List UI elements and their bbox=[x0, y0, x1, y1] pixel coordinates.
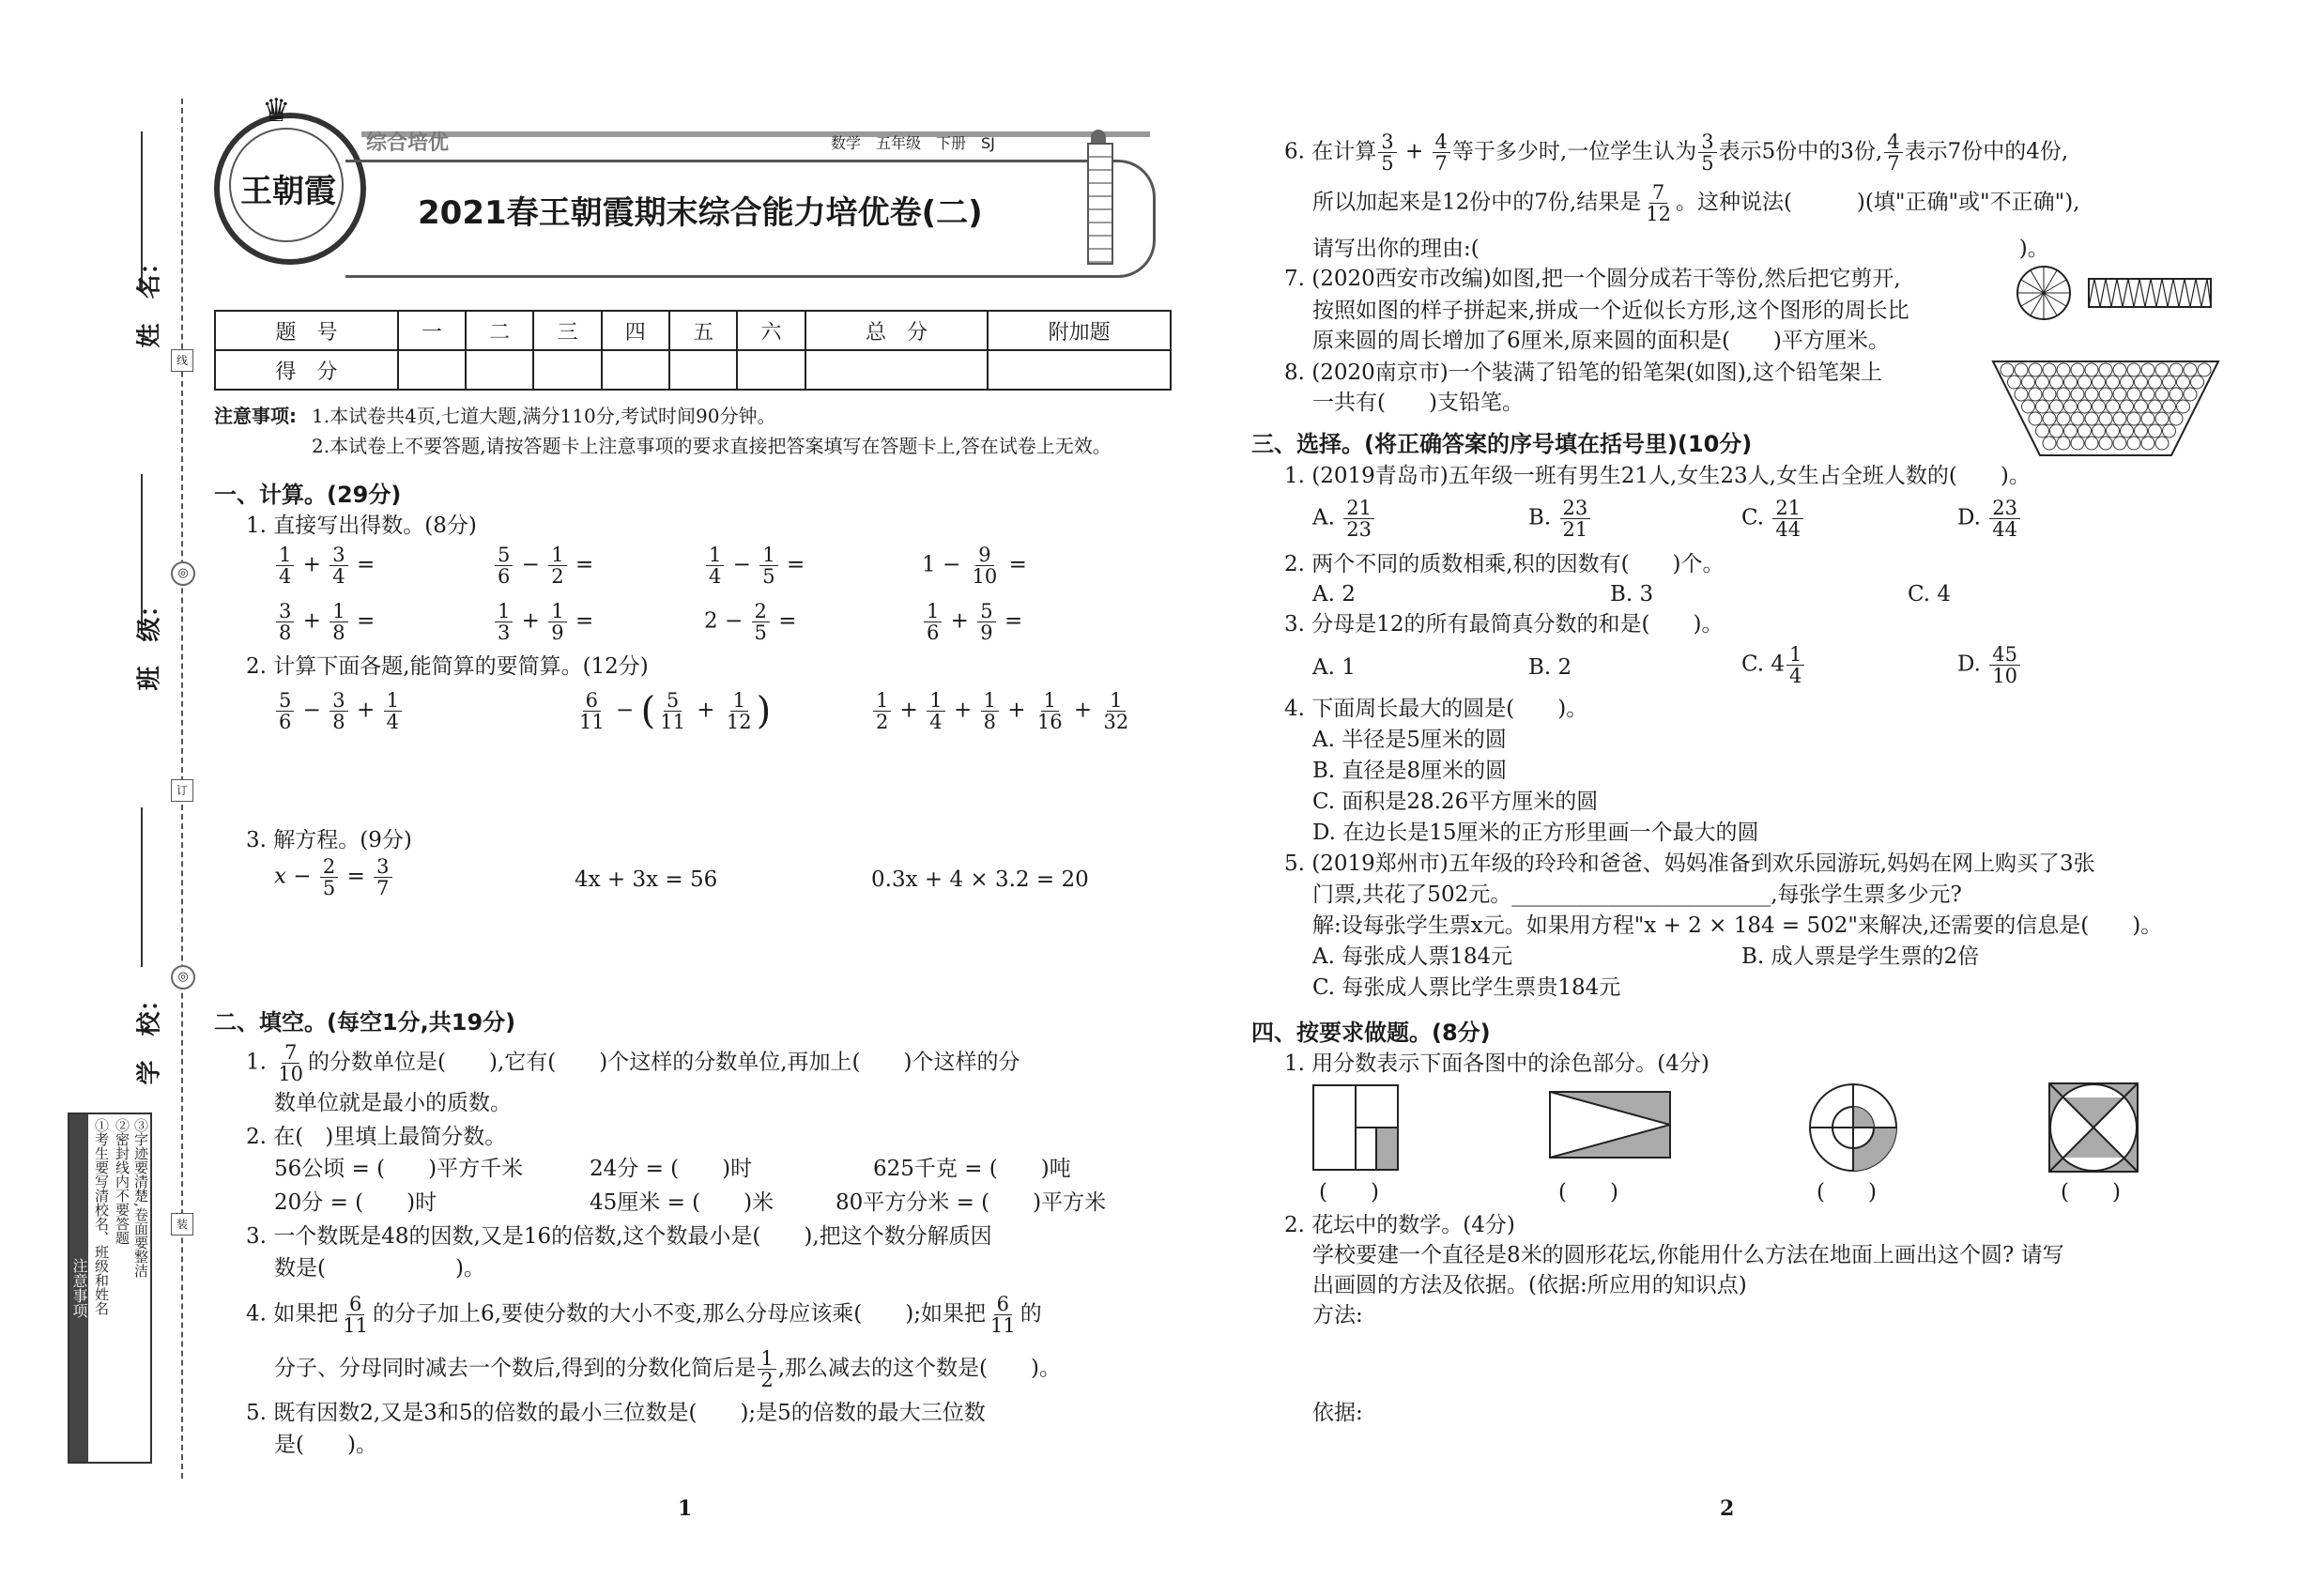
sec3-heading: 三、选择。(将正确答案的序号填在括号里)(10分) bbox=[1251, 431, 1753, 457]
choice-q1-c: C. $\frac{21}{44}$ bbox=[1741, 498, 1805, 540]
choice-q1-d: D. $\frac{23}{44}$ bbox=[1957, 498, 2022, 540]
fill-q5-line2: 是( )。 bbox=[274, 1433, 377, 1457]
pencil-end bbox=[2121, 424, 2134, 437]
score-cell[interactable] bbox=[669, 350, 737, 390]
pencil-end bbox=[2022, 376, 2035, 389]
fill-q6-line2: 所以加起来是12份中的7份,结果是 $\frac{7}{12}$ 。这种说法( )(填"正确"或"不正确"), bbox=[1312, 181, 2080, 225]
pencil-rack-figure bbox=[1988, 357, 2223, 460]
calc-2: $\frac{5}{6}$ − $\frac{1}{2}$ = bbox=[493, 545, 593, 587]
seal-mark-ding: 订 bbox=[171, 779, 193, 802]
score-cell[interactable] bbox=[988, 350, 1171, 390]
pencil-end bbox=[2127, 388, 2140, 401]
pencil-end bbox=[2057, 437, 2070, 450]
fill-q4-line1: 4. 如果把 $\frac{6}{11}$ 的分子加上6,要使分数的大小不变,那么分母应该乘( );如果把 $\frac{6}{11}$ 的 bbox=[246, 1293, 1042, 1337]
pencil-end bbox=[2071, 412, 2084, 425]
seal-mark-xian: 线 bbox=[171, 349, 193, 372]
pencil-end bbox=[2113, 363, 2126, 376]
pencil-end bbox=[2015, 363, 2028, 376]
pencil-end bbox=[2029, 412, 2042, 425]
pencil-end bbox=[2155, 437, 2169, 450]
choice-q4-c: C. 面积是28.26平方厘米的圆 bbox=[1312, 790, 1599, 814]
fill-q2-r2c2: 45厘米 = ( )米 bbox=[590, 1190, 774, 1215]
notice-item-2: ②密封线内不要答题 bbox=[114, 1118, 130, 1245]
pencil-end bbox=[2071, 363, 2084, 376]
fill-q4-c: 的 bbox=[1020, 1301, 1042, 1327]
seal-mark-zhuang: 装 bbox=[171, 1213, 193, 1235]
score-cell[interactable] bbox=[533, 350, 601, 390]
pencil-end bbox=[2093, 424, 2106, 437]
calc-5: $\frac{3}{8}$ + $\frac{1}{8}$ = bbox=[274, 601, 375, 643]
task-q2-line1: 学校要建一个直径是8米的圆形花坛,你能用什么方法在地面上画出这个圆? 请写 bbox=[1312, 1243, 2064, 1267]
notice-box bbox=[68, 1113, 152, 1464]
fraction-figure-1 bbox=[1312, 1084, 1399, 1171]
fill-q1-text: 的分数单位是( ),它有( )个这样的分数单位,再加上( )个这样的分 bbox=[308, 1050, 1020, 1075]
calc-1: $\frac{1}{4}$ + $\frac{3}{4}$ = bbox=[274, 545, 375, 587]
fill-q2: 2. 在( )里填上最简分数。 bbox=[246, 1125, 507, 1149]
simplify-3: $\frac{1}{2}$ + $\frac{1}{4}$ + $\frac{1}{8}$ + $\frac{1}{16}$ + $\frac{1}{32}$ bbox=[871, 690, 1133, 732]
choice-q3-a: A. 1 bbox=[1312, 655, 1356, 680]
pencil-end bbox=[2127, 437, 2140, 450]
pencil-end bbox=[2135, 400, 2148, 413]
pencil-end bbox=[2085, 388, 2098, 401]
pencil-end bbox=[2043, 412, 2056, 425]
pencil-end bbox=[2191, 376, 2204, 389]
choice-q5-b: B. 成人票是学生票的2倍 bbox=[1741, 944, 1980, 969]
sec1-q2: 2. 计算下面各题,能简算的要简算。(12分) bbox=[246, 654, 649, 679]
score-head-5: 五 bbox=[669, 311, 737, 350]
pencil-end bbox=[2141, 412, 2154, 425]
pencil-end bbox=[2001, 363, 2014, 376]
pencil-end bbox=[2170, 363, 2183, 376]
choice-q5-line2: 门票,共花了502元。________________________,每张学生票多少元? bbox=[1312, 882, 1962, 907]
choice-q3-d: D. $\frac{45}{10}$ bbox=[1957, 644, 2022, 686]
page-number-1: 1 bbox=[678, 1496, 693, 1521]
pencil-end bbox=[2155, 388, 2169, 401]
fill-q4-b: 的分子加上6,要使分数的大小不变,那么分母应该乘( );如果把 bbox=[373, 1301, 986, 1327]
pencil-end bbox=[2149, 376, 2162, 389]
score-cell[interactable] bbox=[602, 350, 669, 390]
calc-6: $\frac{1}{3}$ + $\frac{1}{9}$ = bbox=[493, 601, 593, 643]
equation-3: 0.3x + 4 × 3.2 = 20 bbox=[871, 867, 1089, 892]
pencil-end bbox=[2029, 388, 2042, 401]
fill-q4-e: ,那么减去的这个数是( )。 bbox=[777, 1356, 1061, 1381]
choice-q2-a: A. 2 bbox=[1312, 582, 1356, 606]
choice-q3: 3. 分母是12的所有最简真分数的和是( )。 bbox=[1284, 612, 1724, 637]
seal-circle-1: ◎ bbox=[171, 561, 195, 586]
pencil-end bbox=[2099, 388, 2112, 401]
pencil-end bbox=[2050, 424, 2063, 437]
header-meta: 数学 五年级 下册 SJ bbox=[831, 134, 995, 152]
score-head-4: 四 bbox=[602, 311, 669, 350]
fill-q8-line2: 一共有( )支铅笔。 bbox=[1312, 391, 1524, 415]
pencil-end bbox=[2099, 412, 2112, 425]
choice-q3-c: C. 4 $\frac{1}{4}$ bbox=[1741, 644, 1806, 686]
pencil-end bbox=[2085, 363, 2098, 376]
basis-label: 依据: bbox=[1312, 1401, 1363, 1425]
q6-text-c: 表示5份中的3份, bbox=[1718, 139, 1883, 164]
notes-line-2: 2.本试卷上不要答题,请按答题卡上注意事项的要求直接把答案填写在答题卡上,答在试卷上无效。 bbox=[312, 435, 1112, 457]
pencil-end bbox=[2099, 363, 2112, 376]
crown-icon: ♛ bbox=[262, 92, 291, 130]
fraction-figure-2 bbox=[1549, 1091, 1671, 1159]
q6-text-e: 所以加起来是12份中的7份,结果是 bbox=[1312, 190, 1642, 215]
fill-q1-line2: 数单位就是最小的质数。 bbox=[274, 1091, 512, 1115]
header-tagline: 综合培优 bbox=[366, 131, 450, 155]
pencil-end bbox=[2107, 400, 2120, 413]
pencil-end bbox=[2177, 376, 2190, 389]
notice-item-1: ①考生要写清校名、班级和姓名 bbox=[93, 1118, 110, 1315]
pencil-end bbox=[2071, 388, 2084, 401]
q6-text-a: 6. 在计算 bbox=[1284, 139, 1377, 164]
exam-title: 2021春王朝霞期末综合能力培优卷(二) bbox=[418, 194, 983, 232]
pencil-end bbox=[2135, 424, 2148, 437]
brand-logo bbox=[214, 92, 366, 265]
simplify-2: $\frac{6}{11}$ − ( $\frac{5}{11}$ + $\frac{1}{12}$ ) bbox=[579, 689, 772, 733]
pencil-end bbox=[2149, 400, 2162, 413]
fill-q2-r1c1: 56公顷 = ( )平方千米 bbox=[274, 1157, 524, 1181]
brand-name: 王朝霞 bbox=[240, 173, 336, 210]
pencil-end bbox=[2149, 424, 2162, 437]
pencil-end bbox=[2113, 412, 2126, 425]
pencil-end bbox=[2057, 412, 2070, 425]
score-head-1: 一 bbox=[398, 311, 466, 350]
fill-q3-line1: 3. 一个数既是48的因数,又是16的倍数,这个数最小是( ),把这个数分解质因 bbox=[246, 1224, 992, 1249]
pencil-end bbox=[2057, 388, 2070, 401]
equation-1: x − $\frac{2}{5}$ = $\frac{3}{7}$ bbox=[274, 856, 394, 898]
pencil-end bbox=[2113, 388, 2126, 401]
q6-text-d: 表示7份中的4份, bbox=[1904, 139, 2069, 164]
q6-text-f: 。这种说法( )(填"正确"或"不正确"), bbox=[1675, 190, 2080, 215]
score-head-total: 总 分 bbox=[805, 311, 989, 350]
school-label: 学 校： bbox=[135, 987, 164, 1085]
score-head-label: 题 号 bbox=[215, 311, 398, 350]
q6-text-b: 等于多少时,一位学生认为 bbox=[1451, 139, 1697, 164]
score-table bbox=[214, 310, 1172, 391]
pencil-end bbox=[2155, 412, 2169, 425]
score-head-extra: 附加题 bbox=[988, 311, 1171, 350]
pencil-end bbox=[2155, 363, 2169, 376]
choice-q5-c: C. 每张成人票比学生票贵184元 bbox=[1312, 975, 1621, 1000]
fill-q3-line2: 数是( )。 bbox=[274, 1256, 485, 1281]
fraction-figure-3 bbox=[1808, 1082, 1898, 1173]
choice-q3-b: B. 2 bbox=[1528, 655, 1572, 680]
pencil-end bbox=[2064, 400, 2078, 413]
pencil-end bbox=[2107, 424, 2120, 437]
pencil-end bbox=[2113, 437, 2126, 450]
choice-q4-b: B. 直径是8厘米的圆 bbox=[1312, 759, 1508, 783]
sec4-heading: 四、按要求做题。(8分) bbox=[1251, 1020, 1491, 1046]
calc-3: $\frac{1}{4}$ − $\frac{1}{5}$ = bbox=[704, 545, 805, 587]
fill-q4-a: 4. 如果把 bbox=[246, 1301, 339, 1327]
score-head-3: 三 bbox=[533, 311, 601, 350]
fill-q4-d: 分子、分母同时减去一个数后,得到的分数化简后是 bbox=[274, 1356, 757, 1381]
score-cell[interactable] bbox=[737, 350, 805, 390]
pencil-end bbox=[2085, 437, 2098, 450]
pencil-end bbox=[2121, 400, 2134, 413]
score-cell[interactable] bbox=[398, 350, 466, 390]
pencil-end bbox=[2107, 376, 2120, 389]
choice-q1-a: A. $\frac{21}{23}$ bbox=[1312, 498, 1376, 540]
calc-7: 2 − $\frac{2}{5}$ = bbox=[704, 600, 797, 644]
pencil-end bbox=[2093, 376, 2106, 389]
answer-blank-1[interactable]: ( ) bbox=[1319, 1180, 1379, 1205]
pencil-end bbox=[2141, 388, 2154, 401]
score-row-label: 得 分 bbox=[215, 350, 398, 390]
task-q2: 2. 花坛中的数学。(4分) bbox=[1284, 1213, 1515, 1237]
pencil-end bbox=[2036, 376, 2049, 389]
answer-blank-4[interactable]: ( ) bbox=[2061, 1180, 2121, 1205]
sec1-q3: 3. 解方程。(9分) bbox=[246, 828, 412, 852]
school-write-line bbox=[141, 807, 143, 967]
pencil-end bbox=[2163, 376, 2176, 389]
equation-2: 4x + 3x = 56 bbox=[575, 867, 718, 892]
simplify-1: $\frac{5}{6}$ − $\frac{3}{8}$ + $\frac{1}{4}$ bbox=[274, 690, 404, 732]
pencil-end bbox=[2121, 376, 2134, 389]
pencil-end bbox=[2093, 400, 2106, 413]
score-cell[interactable] bbox=[466, 350, 533, 390]
fill-q2-r2c3: 80平方分米 = ( )平方米 bbox=[836, 1190, 1107, 1215]
pencil-end bbox=[2170, 388, 2183, 401]
task-q1: 1. 用分数表示下面各图中的涂色部分。(4分) bbox=[1284, 1051, 1710, 1076]
pencil-end bbox=[2184, 363, 2197, 376]
fill-q7-line1: 7. (2020西安市改编)如图,把一个圆分成若干等份,然后把它剪开, bbox=[1284, 267, 1901, 291]
pencil-end bbox=[2043, 437, 2056, 450]
class-label: 班 级： bbox=[135, 592, 164, 691]
header-bar bbox=[361, 131, 1150, 137]
fraction-figure-4 bbox=[2048, 1082, 2139, 1173]
pencil-end bbox=[2170, 412, 2183, 425]
choice-q5-line1: 5. (2019郑州市)五年级的玲玲和爸爸、妈妈准备到欢乐园游玩,妈妈在网上购买了3张 bbox=[1284, 852, 2095, 876]
pencil-end bbox=[2099, 437, 2112, 450]
fill-q8-line1: 8. (2020南京市)一个装满了铅笔的铅笔架(如图),这个铅笔架上 bbox=[1284, 361, 1882, 385]
choice-q5-a: A. 每张成人票184元 bbox=[1312, 944, 1513, 969]
choice-q1: 1. (2019青岛市)五年级一班有男生21人,女生23人,女生占全班人数的( )。 bbox=[1284, 464, 2031, 488]
choice-q4-a: A. 半径是5厘米的圆 bbox=[1312, 728, 1507, 752]
pencil-end bbox=[2043, 388, 2056, 401]
pencil-end bbox=[2036, 400, 2049, 413]
calc-4: 1 − $\frac{9}{10}$ = bbox=[922, 544, 1027, 588]
score-head-2: 二 bbox=[466, 311, 533, 350]
pencil-end bbox=[2071, 437, 2084, 450]
page-number-2: 2 bbox=[1720, 1496, 1735, 1521]
score-cell[interactable] bbox=[805, 350, 989, 390]
pencil-end bbox=[2141, 363, 2154, 376]
pencil-end bbox=[2127, 363, 2140, 376]
choice-q2: 2. 两个不同的质数相乘,积的因数有( )个。 bbox=[1284, 552, 1725, 576]
choice-q4-d: D. 在边长是15厘米的正方形里画一个最大的圆 bbox=[1312, 821, 1759, 845]
choice-q5-line3: 解:设每张学生票x元。如果用方程"x + 2 × 184 = 502"来解决,还需要的信息是( )。 bbox=[1312, 913, 2163, 938]
fill-q2-r1c2: 24分 = ( )时 bbox=[590, 1157, 753, 1181]
pencil-end bbox=[2015, 388, 2028, 401]
answer-blank-2[interactable]: ( ) bbox=[1558, 1180, 1618, 1205]
notice-box-title: 注意事项 bbox=[69, 1114, 88, 1462]
fill-q5-line1: 5. 既有因数2,又是3和5的倍数的最小三位数是( );是5的倍数的最大三位数 bbox=[246, 1401, 986, 1425]
choice-q2-c: C. 4 bbox=[1908, 582, 1952, 606]
pencil-end bbox=[2078, 376, 2092, 389]
pencil-end bbox=[2078, 424, 2092, 437]
pencil-end bbox=[2008, 376, 2021, 389]
pencil-end bbox=[2043, 363, 2056, 376]
pencil-end bbox=[2057, 363, 2070, 376]
calc-8: $\frac{1}{6}$ + $\frac{5}{9}$ = bbox=[922, 601, 1022, 643]
seal-circle-2: ◎ bbox=[171, 965, 195, 990]
pencil-end bbox=[2078, 400, 2092, 413]
lighthouse-icon bbox=[1081, 130, 1115, 261]
fill-q6-line1-full: 6. 在计算 $\frac{3}{5}$ + $\frac{4}{7}$ 等于多少时,一位学生认为 $\frac{3}{5}$ 表示5份中的3份, $\frac{4}{7}$ 表示7份中的4份, bbox=[1284, 130, 2069, 175]
pencil-end bbox=[2050, 400, 2063, 413]
pencil-end bbox=[2141, 437, 2154, 450]
fill-q2-r1c3: 625千克 = ( )吨 bbox=[873, 1157, 1071, 1181]
pencil-end bbox=[2050, 376, 2063, 389]
notice-item-3: ③字迹要清楚,卷面要整洁 bbox=[132, 1118, 149, 1278]
pencil-end bbox=[2022, 400, 2035, 413]
circle-cut-figure bbox=[2014, 265, 2220, 321]
answer-blank-3[interactable]: ( ) bbox=[1817, 1180, 1877, 1205]
sec1-heading: 一、计算。(29分) bbox=[214, 482, 402, 508]
fill-q1-line1: 1. $\frac{7}{10}$ 的分数单位是( ),它有( )个这样的分数单位,再加上( )个这样的分 bbox=[246, 1041, 1020, 1085]
method-label: 方法: bbox=[1312, 1303, 1363, 1327]
fill-q4-line2: 分子、分母同时减去一个数后,得到的分数化简后是 $\frac{1}{2}$ ,那么减去的这个数是( )。 bbox=[274, 1347, 1061, 1391]
pencil-end bbox=[2177, 400, 2190, 413]
task-q2-line2: 出画圆的方法及依据。(依据:所应用的知识点) bbox=[1312, 1273, 1747, 1297]
pencil-end bbox=[2064, 424, 2078, 437]
pencil-end bbox=[2029, 363, 2042, 376]
sec2-heading: 二、填空。(每空1分,共19分) bbox=[214, 1009, 516, 1036]
notes-line-1: 1.本试卷共4页,七道大题,满分110分,考试时间90分钟。 bbox=[312, 405, 776, 427]
pencil-end bbox=[2163, 400, 2176, 413]
pencil-end bbox=[2085, 412, 2098, 425]
pencil-end bbox=[2184, 388, 2197, 401]
choice-q4: 4. 下面周长最大的圆是( )。 bbox=[1284, 697, 1588, 721]
pencil-end bbox=[2163, 424, 2176, 437]
sec1-q1: 1. 直接写出得数。(8分) bbox=[246, 514, 477, 538]
pencil-end bbox=[2198, 363, 2211, 376]
fill-q6-line3: 请写出你的理由:( )。 bbox=[1312, 237, 2049, 261]
notes-label: 注意事项: bbox=[214, 405, 297, 427]
pencil-end bbox=[2127, 412, 2140, 425]
pencil-end bbox=[2135, 376, 2148, 389]
pencil-end bbox=[2064, 376, 2078, 389]
pencil-end bbox=[2036, 424, 2049, 437]
name-label: 姓 名： bbox=[135, 250, 164, 348]
score-head-6: 六 bbox=[737, 311, 805, 350]
fill-q7-line3: 原来圆的周长增加了6厘米,原来圆的面积是( )平方厘米。 bbox=[1312, 329, 1890, 353]
fill-q7-line2: 按照如图的样子拼起来,拼成一个近似长方形,这个图形的周长比 bbox=[1312, 299, 1909, 323]
fill-q2-r2c1: 20分 = ( )时 bbox=[274, 1190, 437, 1215]
choice-q2-b: B. 3 bbox=[1610, 582, 1654, 606]
choice-q1-b: B. $\frac{23}{21}$ bbox=[1528, 498, 1592, 540]
